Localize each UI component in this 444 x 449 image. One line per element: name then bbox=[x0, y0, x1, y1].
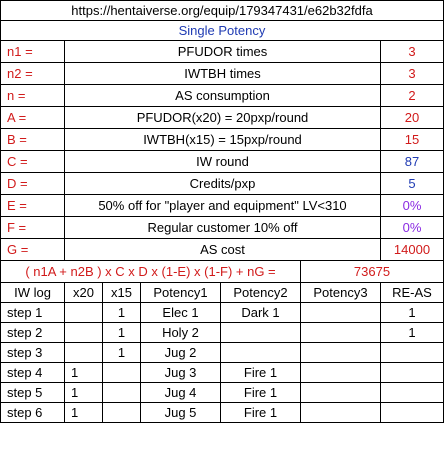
log-cell bbox=[65, 343, 103, 363]
log-cell bbox=[65, 323, 103, 343]
log-cell: 1 bbox=[65, 403, 103, 423]
param-row bbox=[1, 239, 444, 261]
log-cell: 1 bbox=[381, 323, 444, 343]
log-cell: 1 bbox=[65, 363, 103, 383]
param-value: 87 bbox=[381, 151, 444, 173]
param-row bbox=[1, 195, 444, 217]
param-row bbox=[1, 129, 444, 151]
log-cell: step 2 bbox=[1, 323, 65, 343]
log-cell: Holy 2 bbox=[141, 323, 221, 343]
param-label: E = bbox=[1, 195, 65, 217]
param-value: 0% bbox=[381, 195, 444, 217]
param-label: F = bbox=[1, 217, 65, 239]
log-cell: 1 bbox=[65, 383, 103, 403]
log-cell: Dark 1 bbox=[221, 303, 301, 323]
param-label: A = bbox=[1, 107, 65, 129]
log-cell: Jug 2 bbox=[141, 343, 221, 363]
log-cell: Jug 4 bbox=[141, 383, 221, 403]
log-cell: step 4 bbox=[1, 363, 65, 383]
log-column-header: x20 bbox=[65, 283, 103, 303]
param-row bbox=[1, 85, 444, 107]
log-cell bbox=[301, 403, 381, 423]
log-cell: Jug 5 bbox=[141, 403, 221, 423]
log-cell bbox=[65, 303, 103, 323]
log-cell bbox=[381, 383, 444, 403]
param-value: 2 bbox=[381, 85, 444, 107]
param-value: 15 bbox=[381, 129, 444, 151]
param-label: B = bbox=[1, 129, 65, 151]
param-description: PFUDOR(x20) = 20pxp/round bbox=[65, 107, 381, 129]
param-value: 3 bbox=[381, 63, 444, 85]
param-row bbox=[1, 217, 444, 239]
log-row bbox=[1, 323, 444, 343]
param-row bbox=[1, 107, 444, 129]
log-header-row bbox=[1, 283, 444, 303]
log-column-header: x15 bbox=[103, 283, 141, 303]
log-cell bbox=[381, 403, 444, 423]
log-cell bbox=[301, 343, 381, 363]
log-cell bbox=[103, 403, 141, 423]
log-cell: 1 bbox=[103, 343, 141, 363]
param-value: 3 bbox=[381, 41, 444, 63]
param-description: AS consumption bbox=[65, 85, 381, 107]
param-row bbox=[1, 41, 444, 63]
log-column-header: Potency2 bbox=[221, 283, 301, 303]
log-row bbox=[1, 383, 444, 403]
param-row bbox=[1, 63, 444, 85]
equip-url: https://hentaiverse.org/equip/179347431/e62b32fdfa bbox=[1, 1, 444, 21]
log-cell: Fire 1 bbox=[221, 403, 301, 423]
param-value: 14000 bbox=[381, 239, 444, 261]
param-value: 0% bbox=[381, 217, 444, 239]
log-cell: Jug 3 bbox=[141, 363, 221, 383]
param-description: AS cost bbox=[65, 239, 381, 261]
log-cell bbox=[301, 303, 381, 323]
log-row bbox=[1, 403, 444, 423]
log-column-header: IW log bbox=[1, 283, 65, 303]
param-row bbox=[1, 173, 444, 195]
formula-result: 73675 bbox=[301, 261, 444, 283]
param-description: IW round bbox=[65, 151, 381, 173]
param-description: Credits/pxp bbox=[65, 173, 381, 195]
param-description: IWTBH times bbox=[65, 63, 381, 85]
log-row bbox=[1, 343, 444, 363]
log-cell bbox=[103, 363, 141, 383]
param-value: 5 bbox=[381, 173, 444, 195]
log-cell bbox=[221, 323, 301, 343]
log-cell: Fire 1 bbox=[221, 383, 301, 403]
param-description: Regular customer 10% off bbox=[65, 217, 381, 239]
param-description: PFUDOR times bbox=[65, 41, 381, 63]
param-label: n2 = bbox=[1, 63, 65, 85]
log-cell: step 3 bbox=[1, 343, 65, 363]
log-cell: Fire 1 bbox=[221, 363, 301, 383]
log-column-header: Potency1 bbox=[141, 283, 221, 303]
log-cell: 1 bbox=[103, 323, 141, 343]
param-label: G = bbox=[1, 239, 65, 261]
param-description: 50% off for "player and equipment" LV<310 bbox=[65, 195, 381, 217]
log-cell bbox=[381, 343, 444, 363]
param-label: n1 = bbox=[1, 41, 65, 63]
log-column-header: RE-AS bbox=[381, 283, 444, 303]
log-cell: Elec 1 bbox=[141, 303, 221, 323]
log-cell bbox=[301, 363, 381, 383]
log-cell: step 1 bbox=[1, 303, 65, 323]
log-row bbox=[1, 363, 444, 383]
formula-row bbox=[1, 261, 444, 283]
subtitle: Single Potency bbox=[1, 21, 444, 41]
param-description: IWTBH(x15) = 15pxp/round bbox=[65, 129, 381, 151]
log-cell: 1 bbox=[103, 303, 141, 323]
log-row bbox=[1, 303, 444, 323]
log-cell bbox=[301, 323, 381, 343]
param-label: D = bbox=[1, 173, 65, 195]
param-label: C = bbox=[1, 151, 65, 173]
formula-text: ( n1A + n2B ) x C x D x (1-E) x (1-F) + nG = bbox=[1, 261, 301, 283]
log-cell: step 5 bbox=[1, 383, 65, 403]
log-cell bbox=[103, 383, 141, 403]
log-column-header: Potency3 bbox=[301, 283, 381, 303]
log-cell bbox=[381, 363, 444, 383]
log-cell: 1 bbox=[381, 303, 444, 323]
param-label: n = bbox=[1, 85, 65, 107]
param-row bbox=[1, 151, 444, 173]
log-cell bbox=[221, 343, 301, 363]
param-value: 20 bbox=[381, 107, 444, 129]
log-cell: step 6 bbox=[1, 403, 65, 423]
log-cell bbox=[301, 383, 381, 403]
